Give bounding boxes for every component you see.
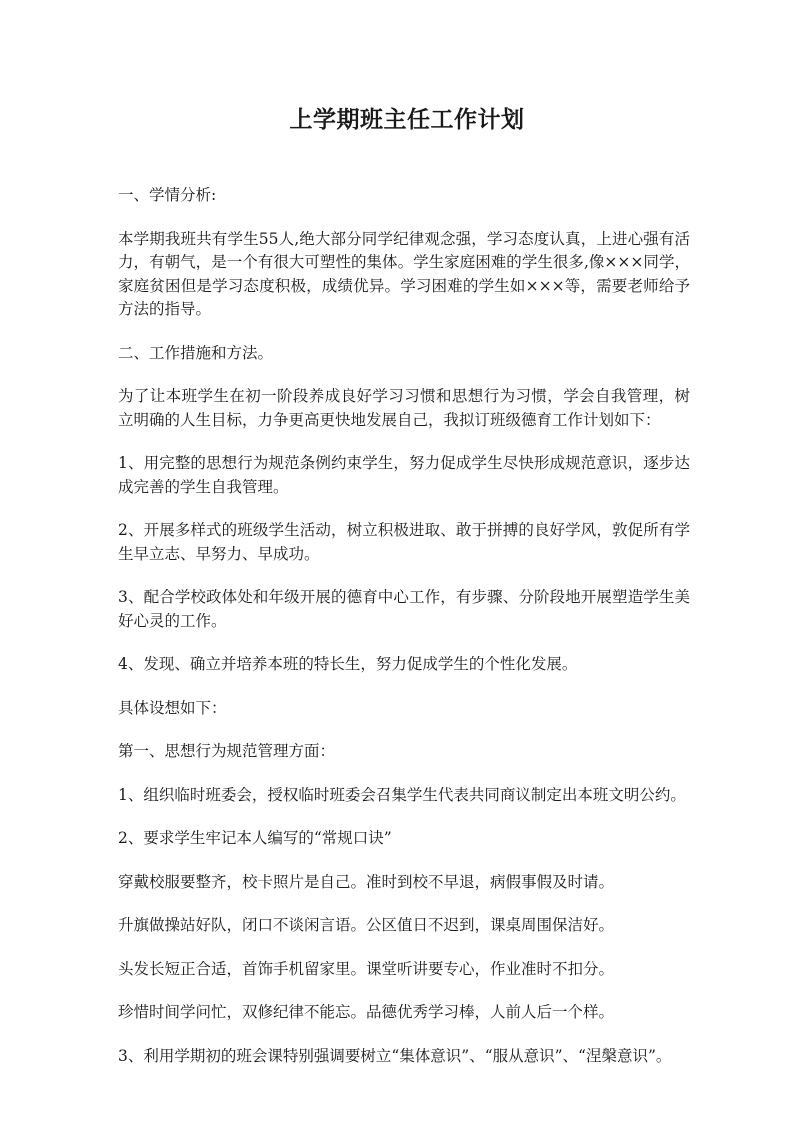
- document-title: 上学期班主任工作计划: [289, 106, 525, 133]
- paragraph-sub-item-1: 1、组织临时班委会，授权临时班委会召集学生代表共同商议制定出本班文明公约。: [118, 785, 686, 804]
- paragraph-subsection-1: 第一、思想行为规范管理方面：: [118, 742, 336, 760]
- section-heading-situation: 一、学情分析:: [118, 186, 217, 204]
- paragraph-item-2: 2、开展多样式的班级学生活动，树立积极进取、敢于拼搏的良好学风，敦促所有学生早立志、早努力、早成功。: [118, 521, 690, 563]
- paragraph-item-4: 4、发现、确立并培养本班的特长生，努力促成学生的个性化发展。: [118, 655, 578, 673]
- paragraph-sub-item-3: 3、利用学期初的班会课特别强调要树立“集体意识”、“服从意识”、“涅槃意识”。: [118, 1046, 672, 1065]
- paragraph-plan-heading: 具体设想如下：: [118, 698, 227, 717]
- section-heading-measures: 二、工作措施和方法。: [118, 343, 274, 362]
- paragraph-item-3: 3、配合学校政体处和年级开展的德育中心工作，有步骤、分阶段地开展塑造学生美好心灵的工作。: [118, 588, 690, 630]
- paragraph-situation: 本学期我班共有学生55人,绝大部分同学纪律观念强，学习态度认真，上进心强有活力，有朝气，是一个有很大可塑性的集体。学生家庭困难的学生很多,像×××同学，家庭贫困但是学习态度积极，成绩优异。学习困难的学生如×××等，需要老师给予方法的指导。: [118, 229, 690, 318]
- paragraph-sub-item-2: 2、要求学生牢记本人编写的“常规口诀”: [118, 829, 392, 847]
- rhyme-line-3: 头发长短正合适，首饰手机留家里。课堂听讲要专心，作业准时不扣分。: [118, 959, 615, 978]
- rhyme-line-4: 珍惜时间学问忙，双修纪律不能忘。品德优秀学习棒，人前人后一个样。: [118, 1003, 615, 1021]
- paragraph-item-1: 1、用完整的思想行为规范条例约束学生，努力促成学生尽快形成规范意识，逐步达成完善的学生自我管理。: [118, 454, 690, 496]
- rhyme-line-2: 升旗做操站好队，闭口不谈闲言语。公区值日不迟到，课桌周围保洁好。: [118, 916, 615, 934]
- rhyme-line-1: 穿戴校服要整齐，校卡照片是自己。准时到校不早退，病假事假及时请。: [118, 872, 615, 891]
- paragraph-intro: 为了让本班学生在初一阶段养成良好学习习惯和思想行为习惯，学会自我管理，树立明确的人生目标，力争更高更快地发展自己，我拟订班级德育工作计划如下：: [118, 387, 690, 429]
